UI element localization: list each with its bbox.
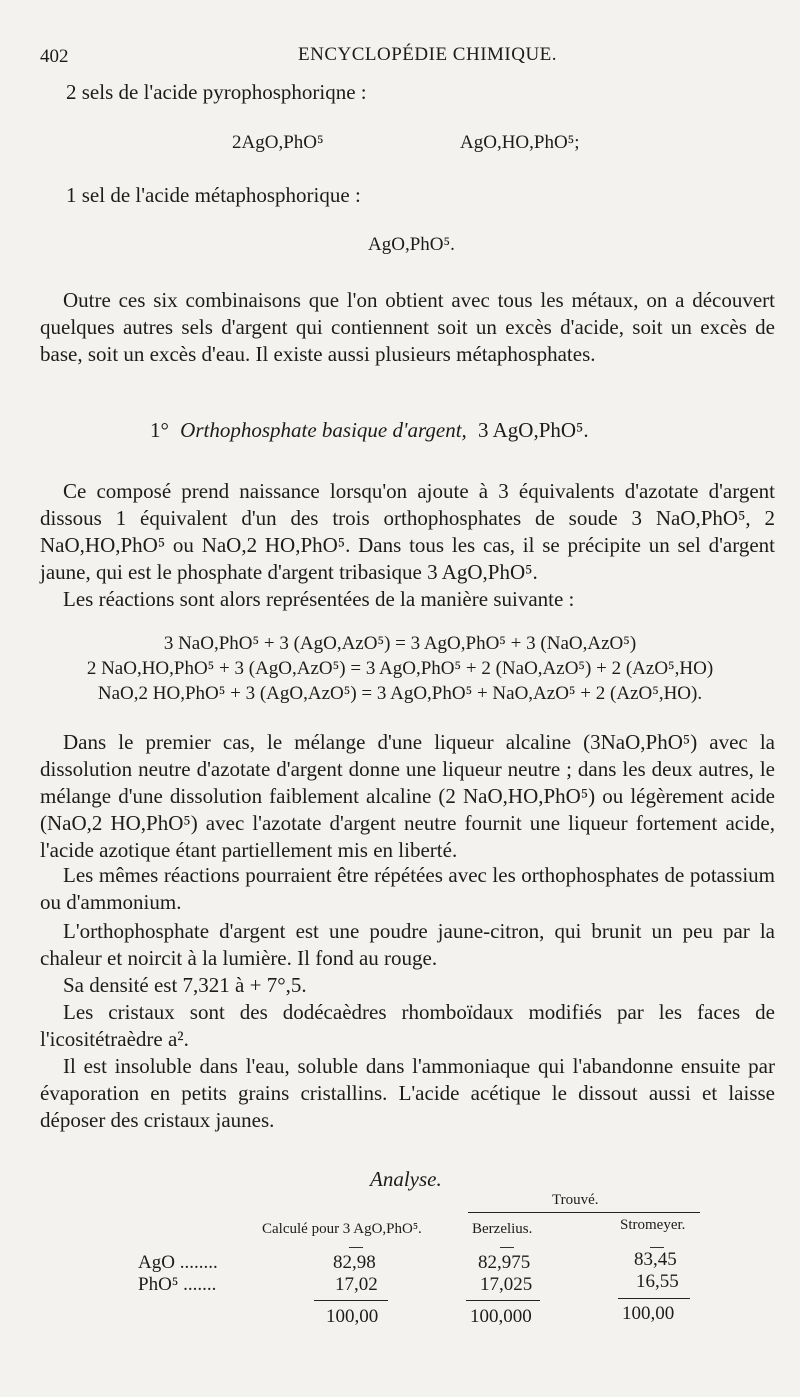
- paragraph-orthophosphate: L'orthophosphate d'argent est une poudre jaune-citron, qui brunit un peu par la chaleur et noircit à la lumière. Il fond au rouge.: [40, 919, 775, 970]
- total-value: 100,000: [470, 1306, 532, 1327]
- section-formula: 3 AgO,PhO⁵.: [478, 418, 589, 442]
- table-cell: 17,02: [335, 1274, 378, 1295]
- equation-2: 2 NaO,HO,PhO⁵ + 3 (AgO,AzO⁵) = 3 AgO,PhO⁵ + 2 (NaO,AzO⁵) + 2 (AzO⁵,HO): [86, 658, 714, 679]
- total-rule: [314, 1300, 388, 1301]
- total-value: 100,00: [622, 1303, 675, 1324]
- table-row-label: AgO ........: [138, 1252, 218, 1273]
- column-header-berzelius: Berzelius.: [472, 1221, 533, 1237]
- equation-1: 3 NaO,PhO⁵ + 3 (AgO,AzO⁵) = 3 AgO,PhO⁵ + 3 (NaO,AzO⁵): [163, 633, 637, 654]
- column-dash: [650, 1247, 664, 1248]
- meta-intro: 1 sel de l'acide métaphosphorique :: [66, 183, 361, 207]
- column-dash: [500, 1247, 514, 1248]
- paragraph-densite: Sa densité est 7,321 à + 7°,5.: [63, 973, 307, 997]
- section-heading: [150, 418, 589, 443]
- table-cell: 16,55: [636, 1271, 679, 1292]
- total-value: 100,00: [326, 1306, 379, 1327]
- paragraph-premier-cas: Dans le premier cas, le mélange d'une liqueur alcaline (3NaO,PhO⁵) avec la dissolution neutre d'azotate d'argent donne une liqueur neutre ; dans les deux autres, le mélange d'une dissolution faiblement alcaline (2 NaO,HO,PhO⁵) ou légèrement acide (NaO,2 HO,PhO⁵) avec l'azotate d'argent neutre fournit une liqueur fortement acide, l'acide azotique étant partiellement mis en liberté.: [40, 730, 775, 862]
- column-header-calcule: Calculé pour 3 AgO,PhO⁵.: [262, 1221, 422, 1237]
- analysis-title: Analyse.: [370, 1167, 442, 1191]
- equation-3: NaO,2 HO,PhO⁵ + 3 (AgO,AzO⁵) = 3 AgO,PhO⁵ + NaO,AzO⁵ + 2 (AzO⁵,HO).: [97, 683, 703, 704]
- table-cell: 82,98: [333, 1252, 376, 1273]
- paragraph-cristaux: Les cristaux sont des dodécaèdres rhomboïdaux modifiés par les faces de l'icositétraèdre a².: [40, 1000, 775, 1051]
- meta-formula: AgO,PhO⁵.: [368, 234, 455, 255]
- paragraph-insoluble: Il est insoluble dans l'eau, soluble dans l'ammoniaque qui l'abandonne ensuite par évaporation en petits grains cristallins. L'acide acétique le dissout aussi et laisse déposer des cristaux jaunes.: [40, 1054, 775, 1132]
- paragraph-memes: Les mêmes réactions pourraient être répétées avec les orthophosphates de potassium ou d'ammonium.: [40, 863, 775, 914]
- column-dash: [349, 1247, 363, 1248]
- total-rule: [466, 1300, 540, 1301]
- trouve-label: Trouvé.: [552, 1192, 599, 1208]
- total-rule: [618, 1298, 690, 1299]
- paragraph-reactions: Les réactions sont alors représentées de la manière suivante :: [63, 587, 575, 611]
- paragraph-outre: Outre ces six combinaisons que l'on obtient avec tous les métaux, on a découvert quelques autres sels d'argent qui contiennent soit un excès d'acide, soit un excès de base, soit un excès d'eau. Il existe aussi plusieurs métaphosphates.: [40, 288, 775, 366]
- pyro-formula-1: 2AgO,PhO⁵: [232, 132, 324, 153]
- trouve-rule: [468, 1212, 700, 1213]
- column-header-stromeyer: Stromeyer.: [620, 1217, 686, 1233]
- pyro-formula-2: AgO,HO,PhO⁵;: [460, 132, 580, 153]
- page-number: 402: [40, 46, 69, 67]
- running-title: ENCYCLOPÉDIE CHIMIQUE.: [298, 44, 558, 65]
- table-cell: 17,025: [480, 1274, 533, 1295]
- paragraph-compose: Ce composé prend naissance lorsqu'on ajoute à 3 équivalents d'azotate d'argent dissous 1 équivalent d'un des trois orthophosphates de soude 3 NaO,PhO⁵, 2 NaO,HO,PhO⁵ ou NaO,2 HO,PhO⁵. Dans tous les cas, il se précipite un sel d'argent jaune, qui est le phosphate d'argent tribasique 3 AgO,PhO⁵.: [40, 479, 775, 584]
- section-title: Orthophosphate basique d'argent,: [180, 418, 467, 442]
- table-cell: 83,45: [634, 1249, 677, 1270]
- section-number: 1°: [150, 418, 169, 442]
- table-row-label: PhO⁵ .......: [138, 1274, 217, 1295]
- pyro-intro: 2 sels de l'acide pyrophosphoriqne :: [66, 80, 367, 104]
- table-cell: 82,975: [478, 1252, 531, 1273]
